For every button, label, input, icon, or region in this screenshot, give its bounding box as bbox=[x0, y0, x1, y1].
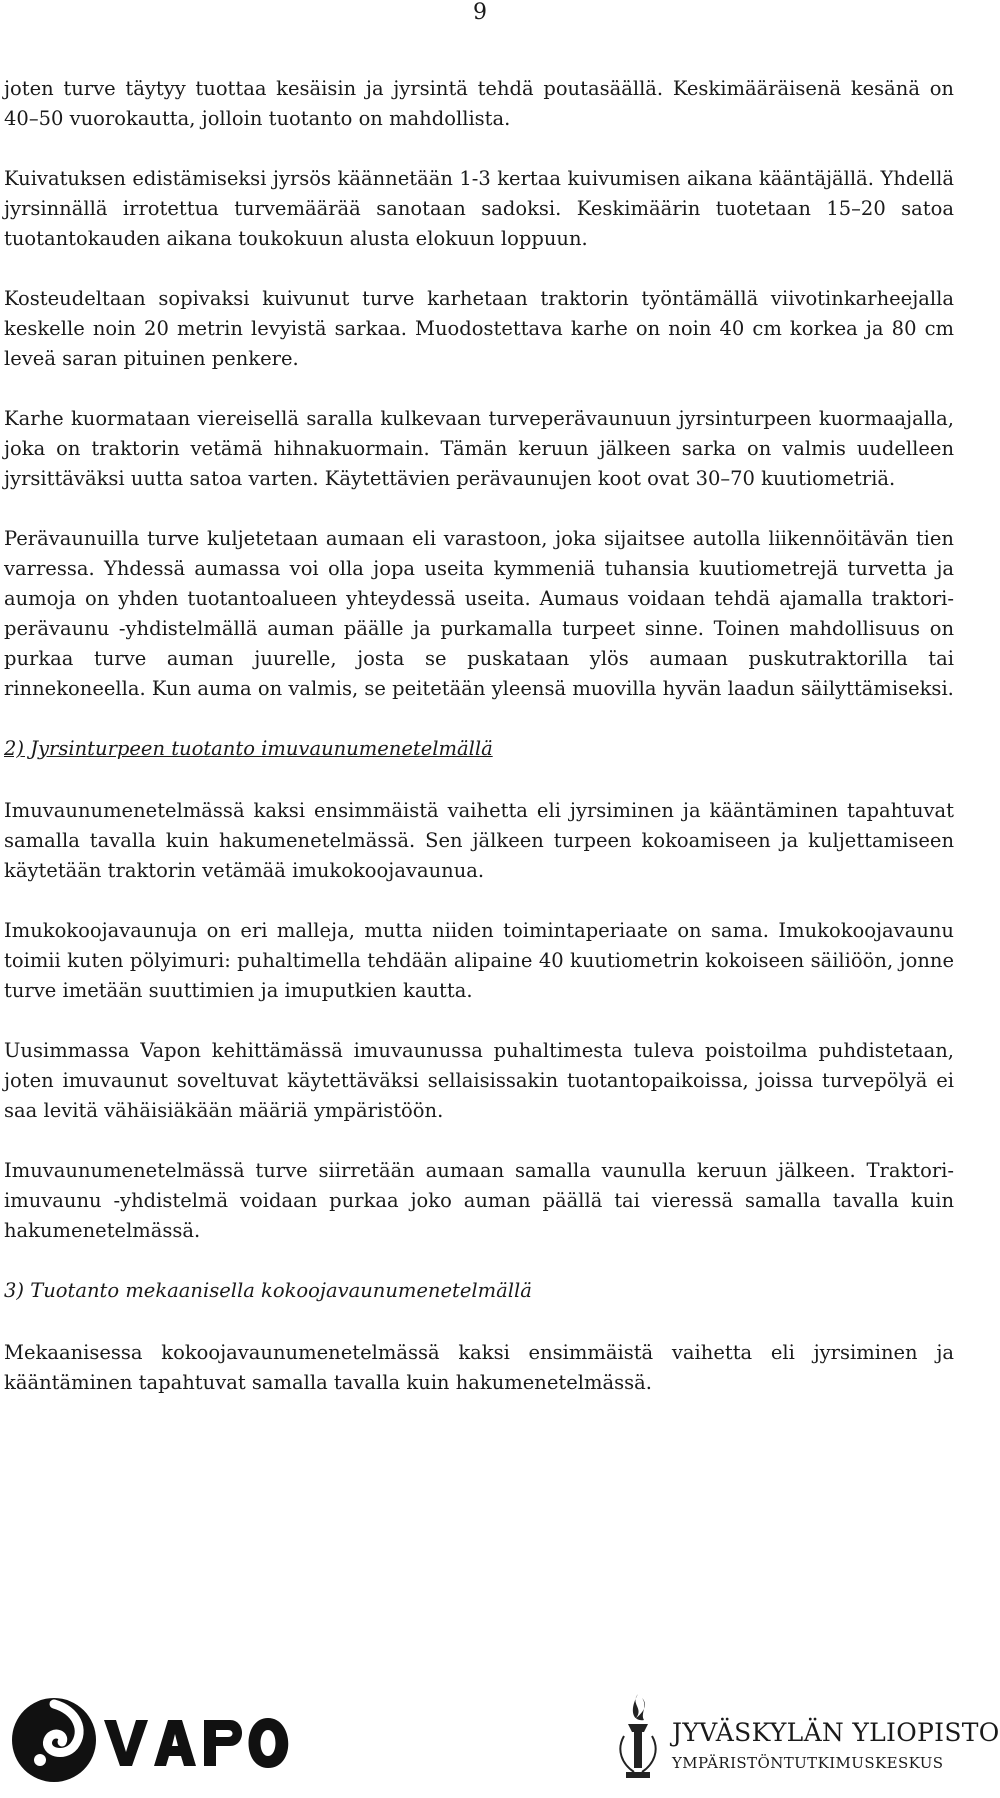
jyu-name: JYVÄSKYLÄN YLIOPISTO bbox=[672, 1718, 1000, 1747]
jyu-department: YMPÄRISTÖNTUTKIMUSKESKUS bbox=[672, 1754, 944, 1772]
paragraph: Imuvaunumenetelmässä kaksi ensimmäistä vaihetta eli jyrsiminen ja kääntäminen tapahtuvat samalla tavalla kuin hakumenetelmässä. Sen jälkeen turpeen kokoamiseen ja kuljettamiseen käytetään traktorin vetämää imukokoojavaunua. bbox=[4, 799, 954, 882]
paragraph: Kosteudeltaan sopivaksi kuivunut turve karhetaan traktorin työntämällä viivotinkarheejalla keskelle noin 20 metrin levyistä sarkaa. Muodostettava karhe on noin 40 cm korkea ja 80 cm leveä saran pituinen penkere. bbox=[4, 287, 954, 370]
section-heading-2: 2) Jyrsinturpeen tuotanto imuvaunumenetelmällä bbox=[4, 737, 493, 760]
vapo-logo bbox=[4, 1690, 304, 1790]
paragraph: Imuvaunumenetelmässä turve siirretään aumaan samalla vaunulla keruun jälkeen. Traktori-imuvaunu -yhdistelmä voidaan purkaa joko auman päällä tai vieressä samalla tavalla kuin hakumenetelmässä. bbox=[4, 1159, 954, 1242]
paragraph: Karhe kuormataan viereisellä saralla kulkevaan turveperävaunuun jyrsinturpeen kuormaajalla, joka on traktorin vetämä hihnakuormain. Tämän keruun jälkeen sarka on valmis uudelleen jyrsittäväksi uutta satoa varten. Käytettävien perävaunujen koot ovat 30–70 kuutiometriä. bbox=[4, 407, 954, 490]
paragraph: joten turve täytyy tuottaa kesäisin ja jyrsintä tehdä poutasäällä. Keskimääräisenä kesänä on 40–50 vuorokautta, jolloin tuotanto on mahdollista. bbox=[4, 77, 954, 130]
jyu-logo bbox=[614, 1690, 1000, 1790]
section-heading-3: 3) Tuotanto mekaanisella kokoojavaunumenetelmällä bbox=[4, 1279, 532, 1302]
paragraph: Uusimmassa Vapon kehittämässä imuvaunussa puhaltimesta tuleva poistoilma puhdistetaan, joten imuvaunut soveltuvat käytettäväksi sellaisissakin tuotantopaikoissa, joissa turvepölyä ei saa levitä vähäisiäkään määriä ympäristöön. bbox=[4, 1039, 954, 1122]
paragraph: Mekaanisessa kokoojavaunumenetelmässä kaksi ensimmäistä vaihetta eli jyrsiminen ja kääntäminen tapahtuvat samalla tavalla kuin hakumenetelmässä. bbox=[4, 1341, 954, 1394]
document-body bbox=[4, 74, 954, 1428]
torch-icon bbox=[614, 1690, 662, 1790]
page-number: 9 bbox=[473, 0, 487, 25]
footer-logos bbox=[0, 1690, 1000, 1798]
paragraph: Imukokoojavaunuja on eri malleja, mutta niiden toimintaperiaate on sama. Imukokoojavaunu toimii kuten pölyimuri: puhaltimella tehdään alipaine 40 kuutiometrin kokoiseen säiliöön, jonne turve imetään suuttimien ja imuputkien kautta. bbox=[4, 919, 954, 1002]
paragraph: Perävaunuilla turve kuljetetaan aumaan eli varastoon, joka sijaitsee autolla liikennöitävän tien varressa. Yhdessä aumassa voi olla jopa useita kymmeniä tuhansia kuutiometrejä turvetta ja aumoja on yhden tuotantoalueen yhteydessä useita. Aumaus voidaan tehdä ajamalla traktori-perävaunu -yhdistelmällä auman päälle ja purkamalla turpeet sinne. Toinen mahdollisuus on purkaa turve auman juurelle, josta se puskataan ylös aumaan puskutraktorilla tai rinnekoneella. Kun auma on valmis, se peitetään yleensä muovilla hyvän laadun säilyttämiseksi. bbox=[4, 527, 954, 700]
paragraph: Kuivatuksen edistämiseksi jyrsös käännetään 1-3 kertaa kuivumisen aikana kääntäjällä. Yhdellä jyrsinnällä irrotettua turvemäärää sanotaan sadoksi. Keskimäärin tuotetaan 15–20 satoa tuotantokauden aikana toukokuun alusta elokuun loppuun. bbox=[4, 167, 954, 250]
